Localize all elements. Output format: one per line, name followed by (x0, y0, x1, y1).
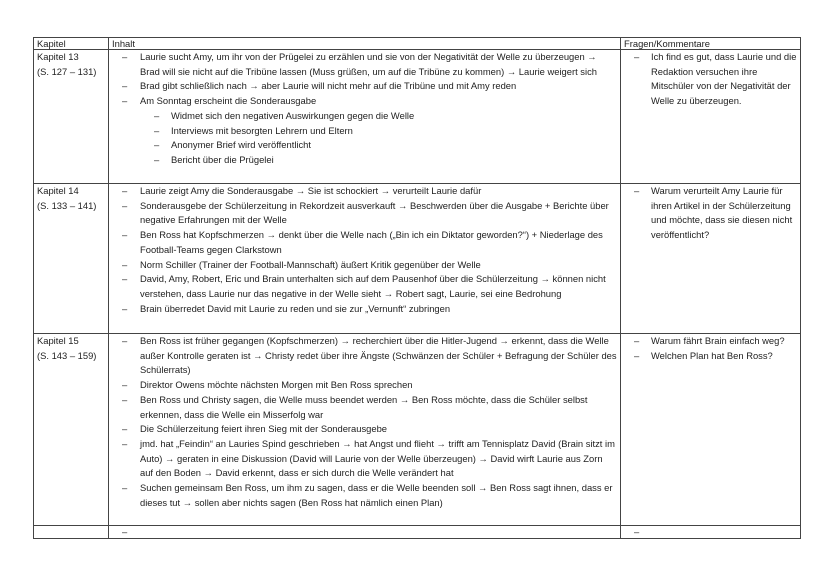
comment-item: – Welchen Plan hat Ben Ross? (624, 349, 797, 364)
fragen-cell (621, 184, 801, 334)
list-item: – Ben Ross ist früher gegangen (Kopfschmerzen) → recherchiert über die Hitler-Jugend → erkennt, dass die Welle außer Kontrolle geraten ist → Christy redet über ihre Ängste (Schwänzen der Schüler + Befragung der Schüler des Schülerrats) (112, 334, 617, 378)
list-item: – David, Amy, Robert, Eric und Brain unterhalten sich auf dem Pausenhof über die Schülerzeitung → können nicht verstehen, dass Laurie nur das negative in der Welle sieht → Robert sagt, Laurie, sei eine Bedrohung (112, 272, 617, 301)
chapter-summary-table (33, 37, 801, 539)
kapitel-cell (34, 184, 109, 334)
fragen-cell (621, 50, 801, 184)
fragen-cell (621, 526, 801, 539)
chapter-title: Kapitel 14 (37, 185, 79, 196)
chapter-pages: (S. 133 – 141) (37, 199, 97, 211)
list-item: – Laurie sucht Amy, um ihr von der Prügelei zu erzählen und sie von der Negativität der Welle zu überzeugen → Brad will sie nicht auf die Tribüne lassen (Muss grüßen, um auf die Tribüne zu kommen) → Laurie weigert sich (112, 50, 617, 79)
list-item: – Laurie zeigt Amy die Sonderausgabe → Sie ist schockiert → verurteilt Laurie dafür (112, 184, 617, 199)
header-row (34, 38, 801, 50)
inhalt-cell (109, 334, 621, 526)
fragen-cell (621, 334, 801, 526)
sub-list-item: – Interviews mit besorgten Lehrern und Eltern (112, 124, 617, 139)
comment-item: – Warum verurteilt Amy Laurie für ihren Artikel in der Schülerzeitung und möchte, dass sie diesen nicht veröffentlicht? (624, 184, 797, 243)
list-item: – Ben Ross und Christy sagen, die Welle muss beendet werden → Ben Ross möchte, dass die Schüler selbst erkennen, dass die Welle ein Misserfolg war (112, 393, 617, 422)
empty-row (34, 526, 801, 539)
list-item: – Die Schülerzeitung feiert ihren Sieg mit der Sonderausgebe (112, 422, 617, 437)
comment-item: – Warum fährt Brain einfach weg? (624, 334, 797, 349)
chapter-title: Kapitel 15 (37, 335, 79, 346)
chapter-title: Kapitel 13 (37, 51, 79, 62)
header-fragen: Fragen/Kommentare (621, 38, 801, 50)
inhalt-cell (109, 526, 621, 539)
list-item: – Direktor Owens möchte nächsten Morgen mit Ben Ross sprechen (112, 378, 617, 393)
table-row (34, 50, 801, 184)
comment-item: – Ich find es gut, dass Laurie und die Redaktion versuchen ihre Mitschüler von der Negativität der Welle zu überzeugen. (624, 50, 797, 109)
table-row (34, 184, 801, 334)
list-item: – Sonderausgebe der Schülerzeitung in Rekordzeit ausverkauft → Beschwerden über die Ausgabe + Berichte über negative Erfahrungen mit der Welle (112, 199, 617, 228)
list-item: – Am Sonntag erscheint die Sonderausgabe – Widmet sich den negativen Auswirkungen gegen die Welle – Interviews mit besorgten Lehrern und Eltern – Anonymer Brief wird veröffentlicht – Bericht über die Prügelei (112, 94, 617, 168)
inhalt-cell (109, 50, 621, 184)
sub-list-item: – Anonymer Brief wird veröffentlicht (112, 138, 617, 153)
kapitel-cell (34, 526, 109, 539)
chapter-pages: (S. 143 – 159) (37, 349, 97, 361)
header-inhalt: Inhalt (109, 38, 621, 50)
list-item: – Norm Schiller (Trainer der Football-Mannschaft) äußert Kritik gegenüber der Welle (112, 258, 617, 273)
kapitel-cell (34, 334, 109, 526)
chapter-pages: (S. 127 – 131) (37, 65, 97, 77)
list-item: – Suchen gemeinsam Ben Ross, um ihm zu sagen, dass er die Welle beenden soll → Ben Ross sagt ihnen, dass er dieses tut → sollen aber nichts sagen (Ben Ross hat nämlich einen Plan) (112, 481, 617, 510)
sub-list-item: – Widmet sich den negativen Auswirkungen gegen die Welle (112, 109, 617, 124)
list-item: – jmd. hat „Feindin“ an Lauries Spind geschrieben → hat Angst und flieht → trifft am Tennisplatz David (Brain sitzt im Auto) → geraten in eine Diskussion (David will Laurie von der Welle überzeugen) → David wirft Laurie aus Zorn auf den Boden → David erkennt, dass er sich durch die Welle verändert hat (112, 437, 617, 481)
list-item: – Ben Ross hat Kopfschmerzen → denkt über die Welle nach („Bin ich ein Diktator geworden?“) + Niederlage des Football-Teams gegen Clarkstown (112, 228, 617, 257)
header-kapitel: Kapitel (34, 38, 109, 50)
empty-dash: – (122, 526, 128, 537)
list-item: – Brain überredet David mit Laurie zu reden und sie zur „Vernunft“ zubringen (112, 302, 617, 317)
list-item: – Brad gibt schließlich nach → aber Laurie will nicht mehr auf die Tribüne und mit Amy reden (112, 79, 617, 94)
kapitel-cell (34, 50, 109, 184)
table-row (34, 334, 801, 526)
empty-dash: – (634, 526, 640, 537)
inhalt-cell (109, 184, 621, 334)
sub-list-item: – Bericht über die Prügelei (112, 153, 617, 168)
